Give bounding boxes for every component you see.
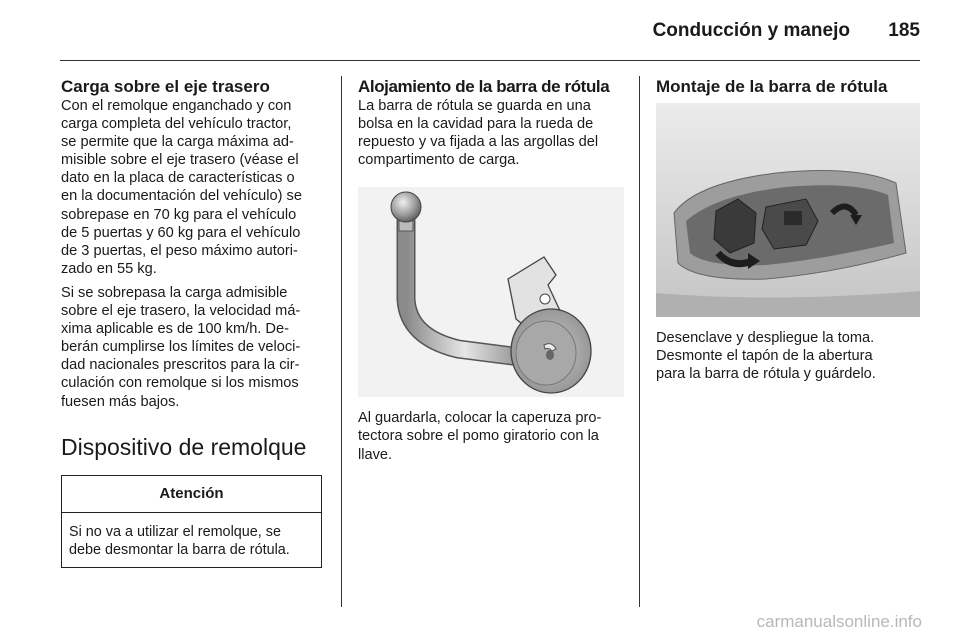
column-2 bbox=[358, 76, 624, 470]
paragraph-rear-axle-1: Con el remolque enganchado y con carga completa del vehículo tractor, se permite que la carga máxima ad- misible sobre el eje trasero (véase el dato en la placa de características o en la documentación del vehículo) se sobrepase en 70 kg para el vehículo de 5 puertas y 60 kg para el vehículo de 3 puertas, el peso máximo autori- zado en 55 kg. bbox=[61, 98, 302, 277]
heading-ball-bar-storage: Alojamiento de la barra de rótula bbox=[358, 77, 610, 96]
heading-rear-axle-load: Carga sobre el eje trasero bbox=[61, 77, 270, 96]
notice-box bbox=[61, 475, 322, 568]
socket-unlock-photo bbox=[656, 103, 920, 317]
column-divider-1 bbox=[341, 76, 342, 607]
column-3 bbox=[656, 76, 920, 389]
notice-title: Atención bbox=[62, 476, 321, 513]
paragraph-storage-1: La barra de rótula se guarda en una bolsa en la cavidad para la rueda de repuesto y va fijada a las argollas del compartimento de carga. bbox=[358, 98, 599, 169]
tow-ball-bar-illustration bbox=[358, 187, 624, 397]
heading-ball-bar-mounting: Montaje de la barra de rótula bbox=[656, 77, 888, 96]
page-number: 185 bbox=[888, 20, 920, 41]
page-header-title: Conducción y manejo bbox=[652, 20, 850, 41]
header-rule bbox=[60, 60, 920, 61]
watermark-text: carmanualsonline.info bbox=[756, 612, 922, 631]
notice-text: Si no va a utilizar el remolque, se debe desmontar la barra de rótula. bbox=[69, 523, 290, 558]
paragraph-rear-axle-2: Si se sobrepasa la carga admisible sobre el eje trasero, la velocidad má- xima aplicable es de 100 km/h. De- berán cumplirse los límites de veloci- dad nacionales prescritos para la cir- culación con remolque si los mismos fuesen más bajos. bbox=[61, 284, 301, 410]
paragraph-mounting-1: Desenclave y despliegue la toma. Desmonte el tapón de la abertura para la barra de rótula y guárdelo. bbox=[656, 330, 876, 383]
heading-towing-device: Dispositivo de remolque bbox=[61, 433, 307, 460]
column-1 bbox=[61, 76, 325, 568]
column-divider-2 bbox=[639, 76, 640, 607]
paragraph-storage-2: Al guardarla, colocar la caperuza pro- tectora sobre el pomo giratorio con la llave. bbox=[358, 410, 602, 463]
